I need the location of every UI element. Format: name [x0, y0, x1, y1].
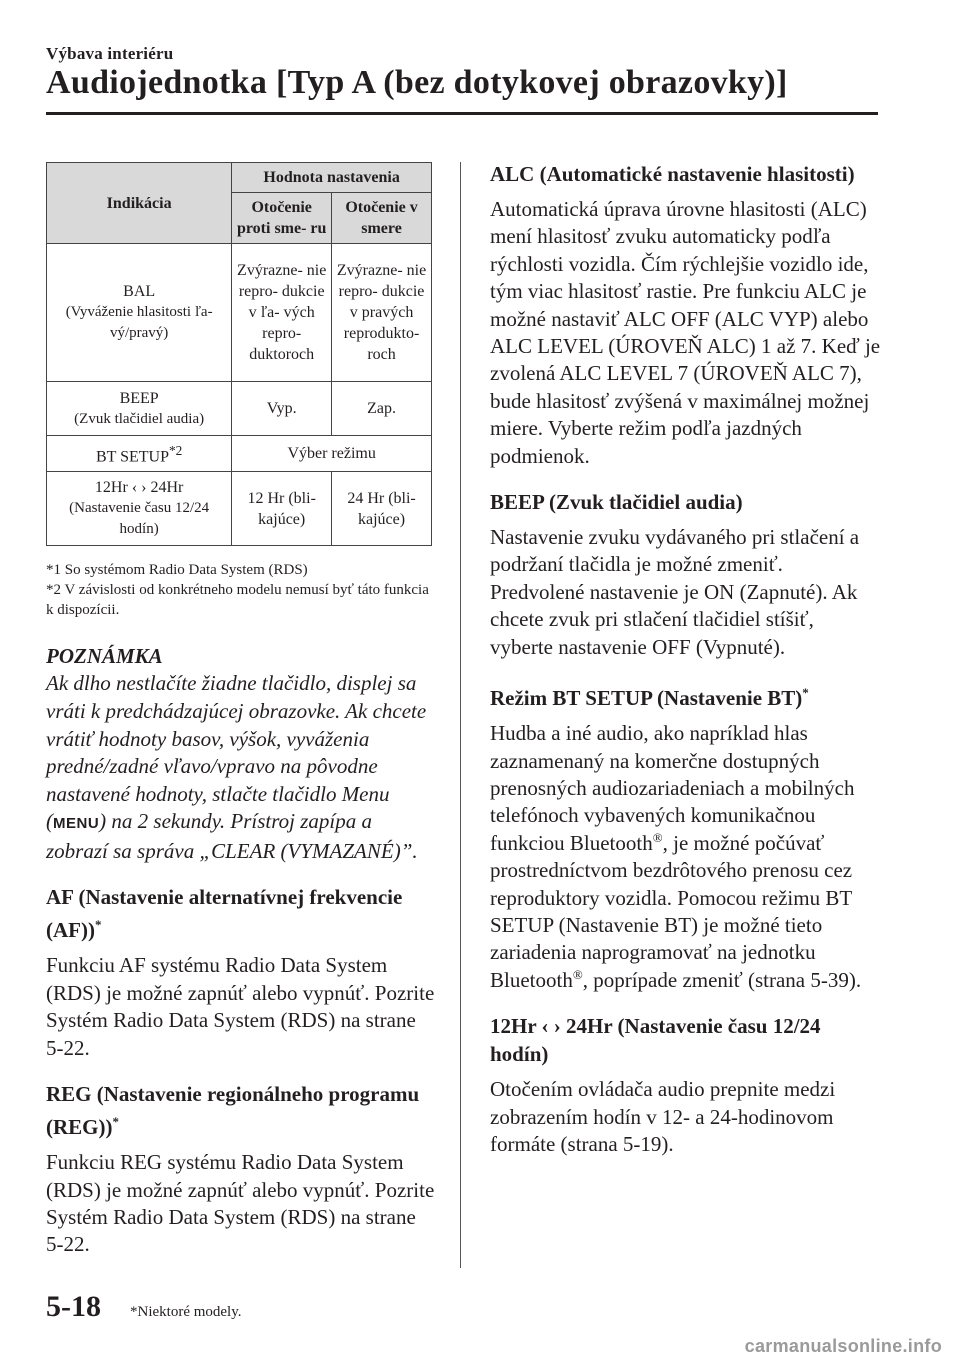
table-cell-ccw: Zvýrazne- nie repro- dukcie v ľa- vých repro- duktoroch: [232, 244, 332, 382]
beep-body: Nastavenie zvuku vydávaného pri stlačení a podržaní tlačidla je možné zmeniť. Predvolené nastavenie je ON (Zapnuté). Ak chcete zvuk pri stlačení tlačidiel stíšiť, vyberte nastavenie OFF (Vypnuté).: [490, 525, 860, 659]
beep-heading: BEEP (Zvuk tlačidiel audia): [490, 490, 743, 515]
table-row: [47, 382, 432, 436]
table-cell-indication: [47, 382, 232, 436]
menu-button-icon: MENU: [53, 815, 100, 833]
section-label: Výbava interiéru: [46, 44, 174, 63]
table-row: [47, 244, 432, 382]
table-cell-indication: [47, 436, 232, 472]
af-heading: AF (Nastavenie alternatívnej frekvencie (AF))*: [46, 885, 403, 943]
reg-body: Funkciu REG systému Radio Data System (RDS) je možné zapnúť alebo vypnúť. Pozrite Systém Radio Data System (RDS) na strane 5-22.: [46, 1150, 435, 1257]
chevron-left-icon: ‹: [541, 1014, 549, 1039]
chevron-left-icon: ‹: [131, 479, 138, 497]
table-row: [47, 472, 432, 546]
title-rule: [46, 112, 878, 115]
watermark: carmanualsonline.info: [744, 1336, 942, 1356]
table-cell-ccw: 12 Hr (bli- kajúce): [232, 472, 332, 546]
indication-note: (Zvuk tlačidiel audia): [74, 410, 205, 427]
footer-note: *Niektoré modely.: [130, 1304, 242, 1320]
footnotes: [46, 560, 436, 620]
header-indication: Indikácia: [47, 163, 232, 244]
registered-mark: ®: [652, 829, 663, 845]
page-number: 5-18: [46, 1290, 101, 1323]
footnote-1: *1 So systémom Radio Data System (RDS): [46, 562, 308, 579]
header-counterclockwise: Otočenie proti sme- ru: [232, 193, 332, 244]
table-row: [47, 436, 432, 472]
indication-end: 24Hr: [150, 479, 184, 497]
indication-start: 12Hr: [94, 479, 128, 497]
note-text-after: ) na 2 sekundy. Prístroj zapípa a zobrazí sa správa „CLEAR (VYMAZANÉ)”.: [46, 809, 418, 863]
chevron-right-icon: ›: [141, 479, 147, 497]
table-cell-both: Výber režimu: [232, 436, 432, 472]
registered-mark: ®: [572, 966, 583, 982]
header-clockwise: Otočenie v smere: [332, 193, 432, 244]
indication-note: (Vyváženie hlasitosti ľa- vý/pravý): [65, 304, 213, 341]
settings-table: [46, 162, 432, 546]
note-text-before: Ak dlho nestlačíte žiadne tlačidlo, displej sa vráti k predchádzajúcej obrazovke. Ak chcete vrátiť hodnoty basov, výšok, vyváženia predné/zadné vľavo/vpravo na pôvodne nastavené hodnoty, stlačte tlačidlo Menu (: [46, 671, 427, 834]
table-cell-ccw: Vyp.: [232, 382, 332, 436]
header-setting-value: Hodnota nastavenia: [232, 163, 432, 193]
alc-body: Automatická úprava úrovne hlasitosti (ALC) mení hlasitosť zvuku automaticky podľa rýchlosti vozidla. Čím rýchlejšie vozidlo ide, tým viac hlasitosť rastie. Pre funkciu ALC je možné nastaviť ALC OFF (ALC VYP) alebo ALC LEVEL (ÚROVEŇ ALC) 1 až 7. Keď je zvolená ALC LEVEL 7 (ÚROVEŇ ALC 7), bude hlasitosť zvýšená v maximálnej možnej miere. Vyberte režim podľa jazdných podmienok.: [490, 197, 881, 468]
indication-label: BEEP: [119, 389, 159, 407]
table-cell-cw: Zvýrazne- nie repro- dukcie v pravých reprodukto- roch: [332, 244, 432, 382]
indication-label: [50, 477, 228, 498]
note-heading: POZNÁMKA: [46, 644, 163, 669]
right-column: [490, 160, 882, 1158]
note-body: [46, 670, 436, 865]
bt-setup-body: Hudba a iné audio, ako napríklad hlas zaznamenaný na komerčne dostupných prenosných audiozariadeniach a mobilných telefónoch vybavených komunikačnou funkciou Bluetooth®, je možné počúvať prostredníctvom bezdrôtového prenosu cez reproduktory vozidla. Pomocou režimu BT SETUP (Nastavenie BT) je možné tieto zariadenia naprogramovať na jednotku Bluetooth®, poprípade zmeniť (strana 5-39).: [490, 721, 862, 992]
indication-label: BAL: [123, 283, 156, 300]
column-divider: [460, 162, 461, 1268]
footnote-ref: *2: [169, 443, 183, 458]
chevron-right-icon: ›: [553, 1014, 561, 1039]
left-column: [46, 162, 436, 1259]
table-cell-indication: [47, 244, 232, 382]
reg-heading: REG (Nastavenie regionálneho programu (REG))*: [46, 1082, 420, 1140]
indication-note: (Nastavenie času 12/24 hodín): [69, 500, 210, 538]
alc-heading: ALC (Automatické nastavenie hlasitosti): [490, 162, 855, 186]
clock-body: Otočením ovládača audio prepnite medzi zobrazením hodín v 12- a 24-hodinovom formáte (strana 5-19).: [490, 1077, 836, 1156]
af-body: Funkciu AF systému Radio Data System (RDS) je možné zapnúť alebo vypnúť. Pozrite Systém Radio Data System (RDS) na strane 5-22.: [46, 953, 435, 1060]
footnote-2: *2 V závislosti od konkrétneho modelu nemusí byť táto funkcia k dispozícii.: [46, 582, 429, 619]
table-cell-cw: 24 Hr (bli- kajúce): [332, 472, 432, 546]
table-cell-cw: Zap.: [332, 382, 432, 436]
table-header-row: [47, 163, 432, 193]
page-title: Audiojednotka [Typ A (bez dotykovej obrazovky)]: [46, 64, 788, 101]
table-cell-indication: [47, 472, 232, 546]
bt-setup-heading: Režim BT SETUP (Nastavenie BT)*: [490, 685, 809, 711]
clock-heading: 12Hr ‹ › 24Hr (Nastavenie času 12/24 hodín): [490, 1014, 821, 1067]
indication-label: BT SETUP: [95, 448, 169, 466]
